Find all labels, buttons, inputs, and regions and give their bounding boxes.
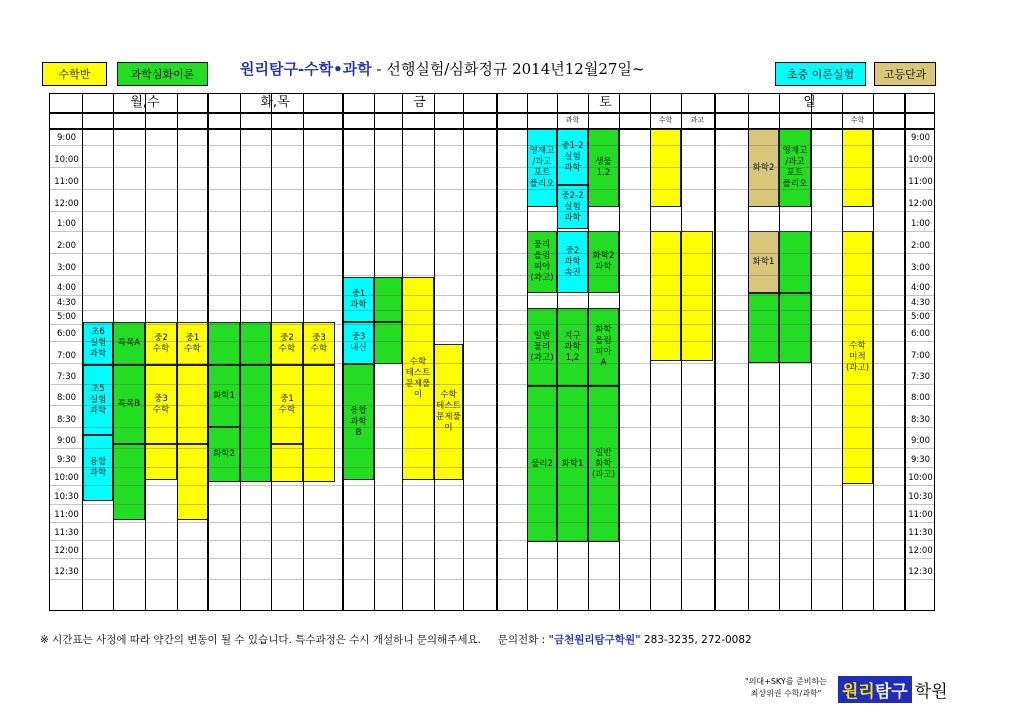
time-label-right: 11:30: [908, 528, 933, 538]
class-cell: [240, 365, 271, 482]
slogan-line1: "의대+SKY를 준비하는: [745, 677, 827, 686]
class-cell: [177, 444, 208, 520]
time-label-right: 10:00: [908, 473, 933, 483]
class-cell: 중2 수학: [271, 322, 303, 365]
class-cell: 중1-2 실험 과학: [557, 129, 588, 185]
time-label-left: 9:30: [56, 455, 77, 465]
legend-elem-mid: 초중 이론실험: [775, 62, 866, 86]
subheader-sat-science: 과학: [565, 116, 580, 124]
class-cell: 화학 올림 피아 A: [588, 308, 619, 386]
time-label-right: 12:30: [908, 567, 933, 577]
time-label-right: 7:30: [910, 372, 931, 382]
time-label-left: 11:30: [54, 528, 79, 538]
academy-logo: [838, 676, 948, 703]
class-cell: 융합 과학: [83, 435, 113, 501]
class-cell: 화학1: [748, 231, 779, 293]
class-cell: 중3 수학: [303, 322, 335, 365]
time-label-right: 11:00: [908, 177, 933, 187]
class-cell: [145, 444, 177, 480]
time-label-right: 6:00: [910, 329, 931, 339]
time-label-right: 9:00: [910, 436, 931, 446]
class-cell: 수학 미적 (과고): [842, 231, 873, 484]
class-cell: [303, 365, 335, 482]
time-label-left: 4:30: [56, 298, 77, 308]
footer-phone-label: 문의전화 :: [497, 634, 546, 646]
time-label-left: 4:00: [56, 283, 77, 293]
title-brand: 원리탐구-수학•과학: [240, 60, 372, 78]
time-label-left: 5:00: [56, 312, 77, 322]
footer-phones: 283-3235, 272-0082: [643, 634, 752, 646]
class-cell: 화학2: [208, 427, 240, 482]
class-cell: 물리2: [527, 386, 557, 542]
footer-academy: "금천원리탐구학원": [548, 634, 641, 646]
class-cell: 중1 수학: [271, 365, 303, 444]
class-cell: 물리 올림 피아 (과고): [527, 231, 557, 293]
class-cell: 일반 화학 (과고): [588, 386, 619, 542]
class-cell: 중2 과학 속진: [557, 231, 588, 293]
class-cell: 화학1: [208, 365, 240, 427]
time-label-left: 9:00: [56, 133, 77, 143]
class-cell: 화학1: [557, 386, 588, 542]
time-label-right: 7:00: [910, 351, 931, 361]
title-rest: - 선행실험/심화정규 2014년12월27일~: [376, 60, 645, 78]
class-cell: [374, 322, 402, 364]
time-label-left: 8:00: [56, 393, 77, 403]
time-label-right: 3:00: [910, 263, 931, 273]
logo-part-b: 탐구: [874, 682, 908, 702]
day-header-sun: 일: [803, 95, 816, 110]
time-label-left: 3:00: [56, 263, 77, 273]
day-header-sat: 토: [599, 95, 612, 110]
class-cell: 생물 1,2: [588, 129, 619, 207]
class-cell: 중2 수학: [145, 322, 177, 365]
class-cell: [240, 322, 271, 365]
class-cell: [779, 293, 811, 363]
time-label-right: 9:30: [910, 455, 931, 465]
class-cell: [748, 293, 779, 363]
class-cell: 융합 과학 B: [343, 364, 374, 480]
time-label-left: 12:00: [54, 199, 79, 209]
subheader-sat-gwago: 과고: [690, 116, 705, 124]
time-label-right: 8:30: [910, 415, 931, 425]
day-header-fri: 금: [413, 95, 426, 110]
time-label-left: 10:00: [54, 473, 79, 483]
time-label-left: 7:30: [56, 372, 77, 382]
class-cell: 화학2: [748, 129, 779, 207]
time-label-left: 10:30: [54, 492, 79, 502]
legend-math: 수학반: [42, 62, 107, 86]
time-label-left: 8:30: [56, 415, 77, 425]
time-label-right: 9:00: [910, 133, 931, 143]
time-label-right: 11:00: [908, 510, 933, 520]
timetable: [49, 93, 935, 611]
class-cell: 중3 내신: [343, 322, 374, 364]
class-cell: 영재고 /과고 포트 폴리오: [527, 129, 557, 207]
logo-part-a: 원리: [842, 682, 875, 702]
legend-high: 고등단과: [874, 62, 936, 86]
time-label-right: 4:30: [910, 298, 931, 308]
slogan: [738, 676, 834, 700]
time-label-left: 7:00: [56, 351, 77, 361]
time-label-right: 10:00: [908, 155, 933, 165]
time-label-right: 1:00: [910, 219, 931, 229]
page-title: [240, 58, 644, 79]
class-cell: 화학2 과학: [588, 231, 619, 293]
slogan-line2: 최상위권 수학/과학": [750, 689, 822, 698]
class-cell: 중3 수학: [145, 365, 177, 444]
class-cell: [779, 231, 811, 293]
class-cell: 영재고 /과고 포트 폴리오: [779, 129, 811, 207]
time-label-right: 12:00: [908, 199, 933, 209]
class-cell: 수학 테스트 문제풀 이: [402, 277, 434, 480]
class-cell: 일반 물리 (과고): [527, 308, 557, 386]
class-cell: [842, 129, 873, 207]
class-cell: [113, 444, 145, 520]
time-label-right: 5:00: [910, 312, 931, 322]
class-cell: 지구 과학 1,2: [557, 308, 588, 386]
time-label-left: 1:00: [56, 219, 77, 229]
time-label-left: 6:00: [56, 329, 77, 339]
day-header-tue-thu: 화,목: [260, 95, 290, 110]
class-cell: [271, 444, 303, 482]
time-label-left: 9:00: [56, 436, 77, 446]
footer-note-text: ※ 시간표는 사정에 따라 약간의 변동이 될 수 있습니다. 특수과정은 수시 개설하니 문의해주세요.: [40, 634, 481, 646]
footer-note: [40, 632, 752, 647]
class-cell: 특목A: [113, 322, 145, 365]
class-cell: 중1 과학: [343, 277, 374, 322]
class-cell: 수학 테스트 문제풀 이: [434, 344, 463, 480]
time-label-right: 12:00: [908, 546, 933, 556]
class-cell: 중2-2 실험 과학: [557, 185, 588, 229]
time-label-left: 2:00: [56, 241, 77, 251]
time-label-left: 11:00: [54, 177, 79, 187]
subheader-sat-math: 수학: [658, 116, 673, 124]
class-cell: 중1 수학: [177, 322, 208, 365]
time-label-left: 11:00: [54, 510, 79, 520]
time-label-right: 8:00: [910, 393, 931, 403]
class-cell: 초6 실험 과학: [83, 322, 113, 365]
class-cell: 초5 실험 과학: [83, 365, 113, 435]
time-label-right: 4:00: [910, 283, 931, 293]
time-label-left: 12:30: [54, 567, 79, 577]
time-label-right: 10:30: [908, 492, 933, 502]
class-cell: 특목B: [113, 365, 145, 444]
day-header-mon-wed: 월,수: [130, 95, 160, 110]
time-label-right: 2:00: [910, 241, 931, 251]
subheader-sun-math: 수학: [850, 116, 865, 124]
class-cell: [374, 277, 402, 322]
time-label-left: 12:00: [54, 546, 79, 556]
class-cell: [208, 322, 240, 365]
time-label-left: 10:00: [54, 155, 79, 165]
class-cell: [650, 129, 681, 207]
logo-part-c: 학원: [914, 682, 948, 702]
legend-science: 과학심화이론: [117, 62, 208, 86]
